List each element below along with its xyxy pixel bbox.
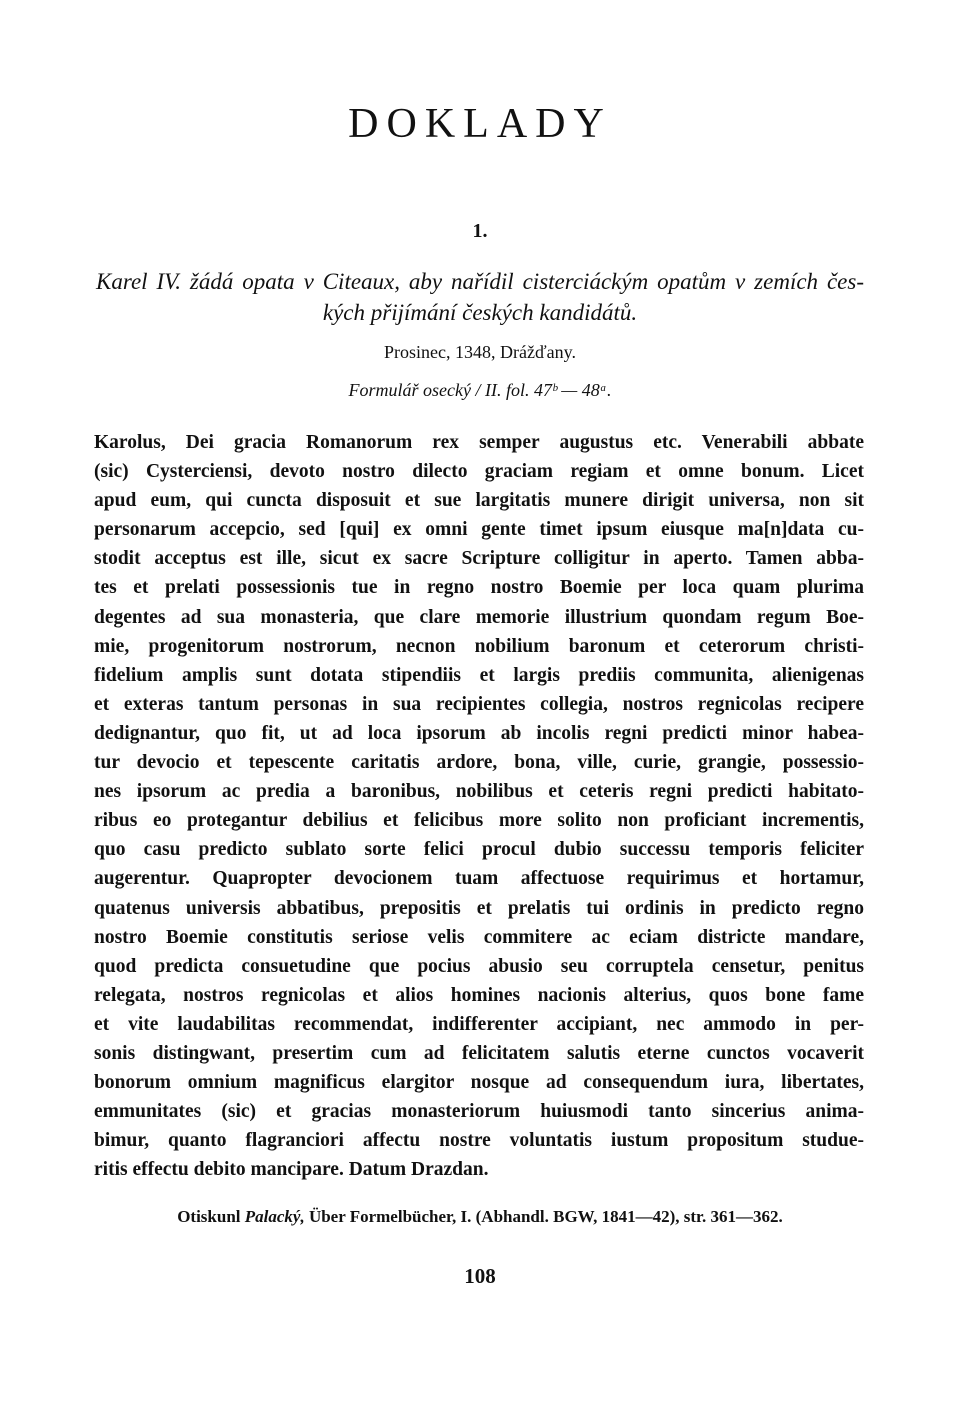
date-place: Prosinec, 1348, Drážďany. [384,342,576,362]
body-line: et vite laudabilitas recommendat, indifferenter accipiant, nec ammodo in per- [94,1013,864,1035]
body-line: personarum accepcio, sed [qui] ex omni gente timet ipsum eiusque ma[n]data cu- [94,519,864,541]
body-line: apud eum, qui cuncta disposuit et sue largitatis munere dirigit universa, non sit [94,490,864,512]
body-line: fidelium amplis sunt dotata stipendiis et largis prediis communita, alienigenas [94,664,864,686]
document-heading [96,266,864,328]
body-line: nes ipsorum ac predia a baronibus, nobilibus et ceteris regni predicti habitato- [94,781,864,803]
body-line: augerentur. Quapropter devocionem tuam affectuose requirimus et hortamur, [94,868,864,890]
body-line: nostro Boemie constitutis seriose velis commitere ac eciam districte mandare, [94,926,864,948]
edition-note-prefix: Otiskunl [177,1207,245,1226]
edition-note [0,1207,960,1227]
body-line: ribus eo protegantur debilius et felicibus more solito non proficiant incrementis, [94,810,864,832]
body-line: tes et prelati possessionis tue in regno nostro Boemie per loca quam plurima [94,577,864,599]
section-title: DOKLADY [348,101,612,147]
body-line: quo casu predicto sublato sorte felici procul dubio successu temporis feliciter [94,839,864,861]
page-number: 108 [464,1264,496,1288]
body-line: quod predicta consuetudine que pocius abusio seu corruptela censetur, penitus [94,955,864,977]
body-line: bonorum omnium magnificus elargitor nosque ad consequendum iura, libertates, [94,1072,864,1094]
edition-note-author: Palacký, [244,1207,305,1226]
body-line: quatenus universis abbatibus, prepositis et prelatis tui ordinis in predicto regno [94,897,864,919]
body-line: sonis distingwant, presertim cum ad felicitatem salutis eterne cunctos vocaverit [94,1042,864,1064]
body-line: ritis effectu debito mancipare. Datum Drazdan. [94,1159,489,1181]
document-body [94,428,864,1184]
body-line: emmunitates (sic) et gracias monasteriorum huiusmodi tanto sincerius anima- [94,1101,864,1123]
heading-line: Karel IV. žádá opata v Citeaux, aby nařídil cisterciáckým opatům v zemích čes- [96,269,864,294]
body-line: mie, progenitorum nostrorum, necnon nobilium baronum et ceterorum christi- [94,635,864,657]
body-line: bimur, quanto flagranciori affectu nostre voluntatis iustum propositum studue- [94,1130,864,1152]
body-line: tur devocio et tepescente caritatis ardore, bona, ville, curie, grangie, possessio- [94,752,864,774]
body-line: dedignantur, quo fit, ut ad loca ipsorum ab incolis regni predicti minor habea- [94,722,864,744]
body-line: et exteras tantum personas in sua recipientes collegia, nostros regnicolas recipere [94,693,864,715]
heading-line: kých přijímání českých kandidátů. [322,300,638,325]
body-line: relegata, nostros regnicolas et alios homines nacionis alterius, quos bone fame [94,984,864,1006]
source-reference: Formulář osecký / II. fol. 47ᵇ — 48ᵃ. [348,380,612,400]
body-line: degentes ad sua monasteria, que clare memorie illustrium quondam regum Boe- [94,606,864,628]
edition-note-citation: Über Formelbücher, I. (Abhandl. BGW, 1841—42), str. 361—362. [304,1207,783,1226]
body-line: stodit acceptus est ille, sicut ex sacre Scripture colligitur in aperto. Tamen abba- [94,548,864,570]
document-number: 1. [472,220,488,242]
body-line: (sic) Cysterciensi, devoto nostro dilecto graciam regiam et omne bonum. Licet [94,461,864,483]
body-line: Karolus, Dei gracia Romanorum rex semper augustus etc. Venerabili abbate [94,432,864,453]
